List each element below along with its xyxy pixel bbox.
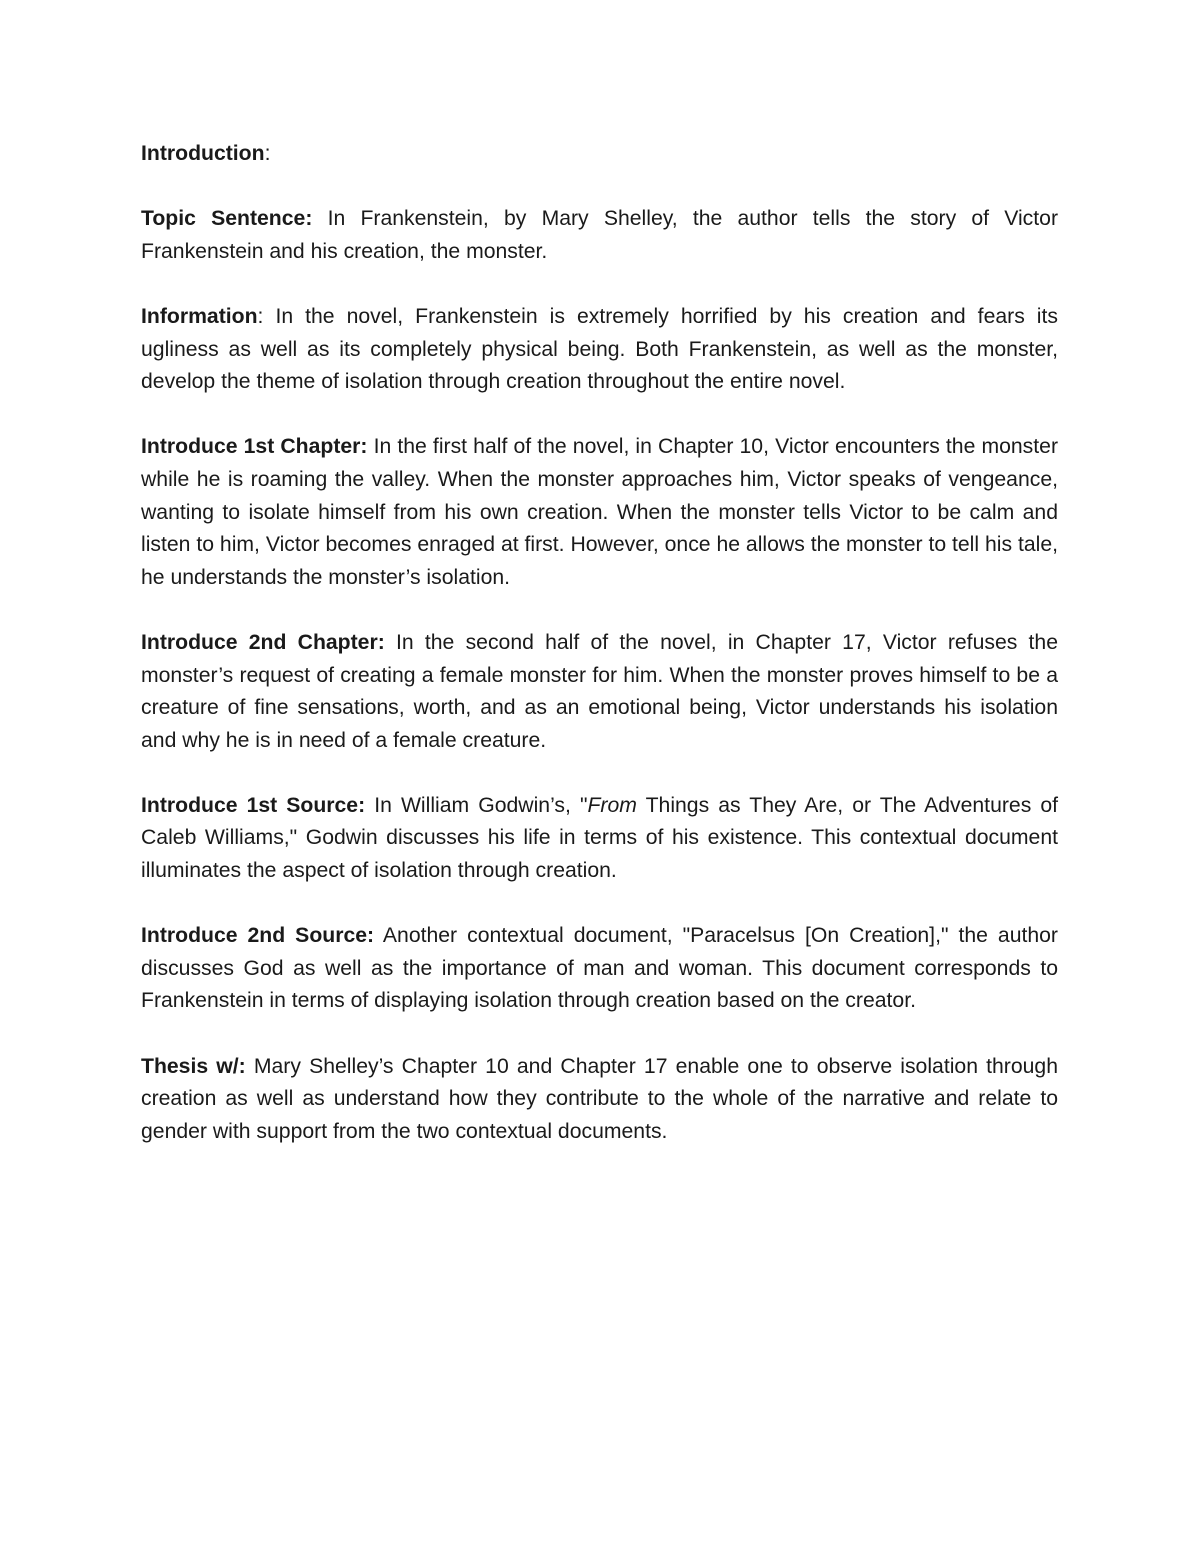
first-source-label: Introduce 1st Source: bbox=[141, 793, 366, 817]
first-chapter-paragraph bbox=[141, 431, 1058, 594]
second-chapter-text: In the second half of the novel, in Chapter 17, Victor refuses the monster’s request of creating a female monster for him. When the monster proves himself to be a creature of fine sensations, worth, and as an emotional being, Victor understands his isolation and why he is in need of a female creature. bbox=[141, 630, 1059, 752]
information-paragraph bbox=[141, 301, 1058, 399]
second-source-label: Introduce 2nd Source: bbox=[141, 924, 375, 948]
introduction-label: Introduction bbox=[141, 142, 265, 165]
information-label: Information bbox=[141, 304, 258, 328]
first-source-text-after: Things as They Are, or The Adventures of Caleb Williams," Godwin discusses his life in terms of his existence. This contextual document illuminates the aspect of isolation through creation. bbox=[141, 793, 1059, 883]
information-text: : In the novel, Frankenstein is extremely horrified by his creation and fears its ugliness as well as its completely physical being. Both Frankenstein, as well as the monster, develop the theme of isolation through creation throughout the entire novel. bbox=[141, 304, 1058, 394]
thesis-paragraph bbox=[141, 1051, 1058, 1149]
second-chapter-paragraph bbox=[141, 627, 1058, 757]
topic-sentence-paragraph bbox=[141, 203, 1058, 268]
first-chapter-label: Introduce 1st Chapter: bbox=[141, 435, 368, 459]
second-source-text: Another contextual document, "Paracelsus [On Creation]," the author discusses God as well as the importance of man and woman. This document corresponds to Frankenstein in terms of displaying isolation through creation based on the creator. bbox=[141, 924, 1058, 1013]
first-source-text-before: In William Godwin’s, " bbox=[365, 793, 588, 817]
first-chapter-text: In the first half of the novel, in Chapter 10, Victor encounters the monster while he is roaming the valley. When the monster approaches him, Victor speaks of vengeance, wanting to isolate himself from his own creation. When the monster tells Victor to be calm and listen to him, Victor becomes enraged at first. However, once he allows the monster to tell his tale, he understands the monster’s isolation. bbox=[141, 435, 1059, 589]
introduction-colon: : bbox=[264, 142, 271, 165]
second-source-paragraph bbox=[141, 920, 1058, 1018]
second-chapter-label: Introduce 2nd Chapter: bbox=[141, 630, 385, 654]
introduction-heading bbox=[141, 138, 1058, 171]
topic-sentence-text: In Frankenstein, by Mary Shelley, the author tells the story of Victor Frankenstein and his creation, the monster. bbox=[141, 207, 1058, 263]
first-source-italic-word: From bbox=[587, 793, 637, 817]
first-source-paragraph bbox=[141, 790, 1058, 888]
thesis-text: Mary Shelley’s Chapter 10 and Chapter 17 enable one to observe isolation through creation as well as understand how they contribute to the whole of the narrative and relate to gender with support from the two contextual documents. bbox=[141, 1054, 1058, 1143]
thesis-label: Thesis w/: bbox=[141, 1054, 246, 1078]
topic-sentence-label: Topic Sentence: bbox=[141, 207, 313, 231]
